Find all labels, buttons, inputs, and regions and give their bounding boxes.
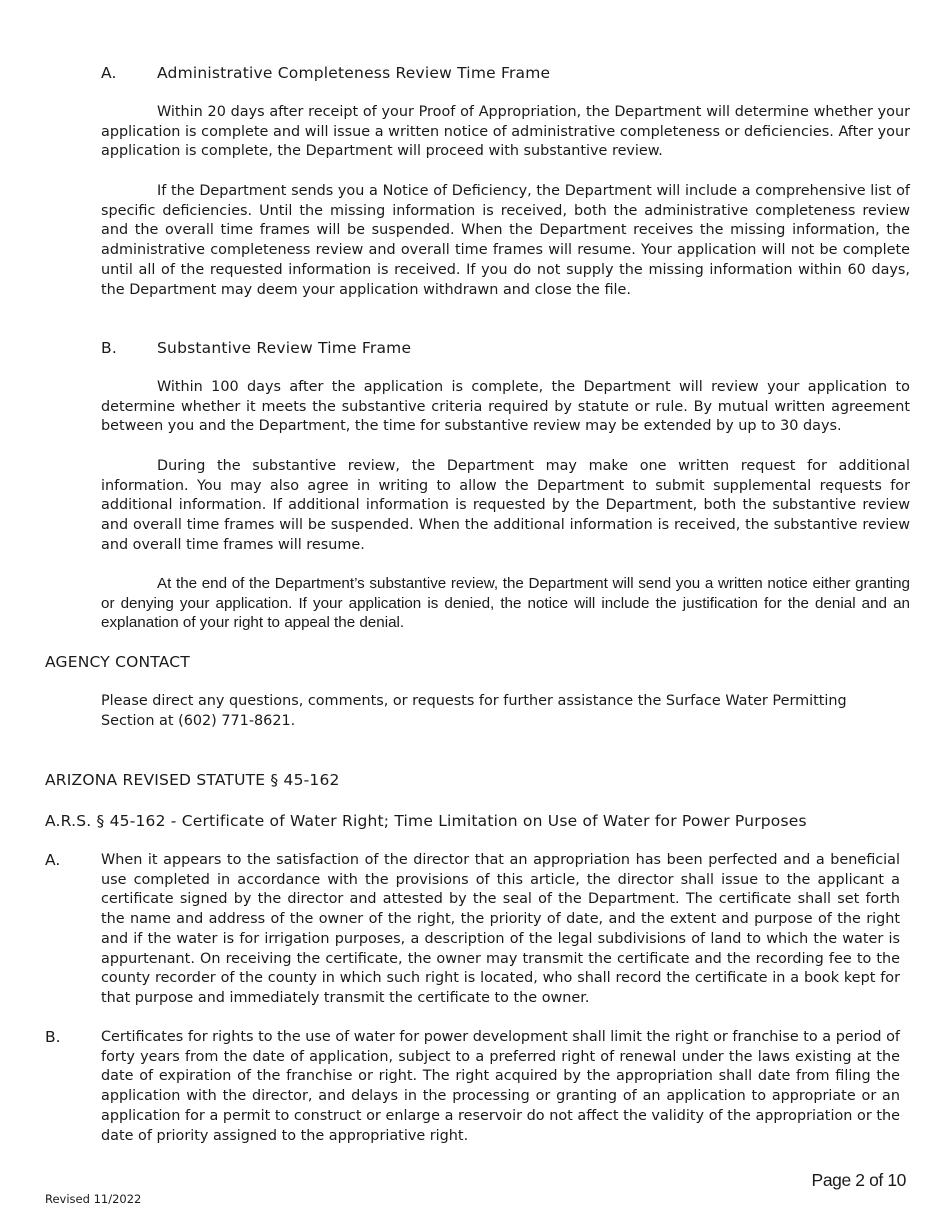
agency-contact-heading: AGENCY CONTACT <box>45 653 190 671</box>
section-a-paragraph-1: Within 20 days after receipt of your Proof of Appropriation, the Department will determine whether your application is complete and will issue a written notice of administrative completeness or deficiencies. After your application is complete, the Department will proceed with substantive review. <box>101 104 910 160</box>
section-b-paragraph-2: During the substantive review, the Department may make one written request for additional information. You may also agree in writing to allow the Department to submit supplemental requests for additional information. If additional information is requested by the Department, both the substantive review and overall time frames will be suspended. When the additional information is received, the substantive review and overall time frames will resume. <box>101 458 910 553</box>
revised-date: Revised 11/2022 <box>45 1192 142 1206</box>
agency-contact-text: Please direct any questions, comments, or requests for further assistance the Surface Water Permitting Section at (602) 771-8621. <box>101 693 847 729</box>
statute-item-a-text: When it appears to the satisfaction of the director that an appropriation has been perfected and a beneficial use completed in accordance with the provisions of this article, the director shall issue to the applicant a certificate signed by the director and attested by the seal of the Department. The certificate shall set forth the name and address of the owner of the right, the priority of date, and the extent and purpose of the right and if the water is for irrigation purposes, a description of the legal subdivisions of land to which the water is appurtenant. On receiving the certificate, the owner may transmit the certificate and the recording fee to the county recorder of the county in which such right is located, who shall record the certificate in a book kept for that purpose and immediately transmit the certificate to the owner. <box>101 852 900 1006</box>
statute-item-a-marker: A. <box>45 851 61 869</box>
section-a-paragraph-2: If the Department sends you a Notice of Deficiency, the Department will include a comprehensive list of specific deficiencies. Until the missing information is received, both the administrative completeness review and the overall time frames will be suspended. When the Department receives the missing information, the administrative completeness review and overall time frames will resume. Your application will not be complete until all of the requested information is received. If you do not supply the missing information within 60 days, the Department may deem your application withdrawn and close the file. <box>101 183 910 298</box>
section-b-paragraph-1: Within 100 days after the application is complete, the Department will review your application to determine whether it meets the substantive criteria required by statute or rule. By mutual written agreement between you and the Department, the time for substantive review may be extended by up to 30 days. <box>101 379 910 435</box>
section-a-title: Administrative Completeness Review Time Frame <box>157 64 551 82</box>
section-a-letter: A. <box>101 64 117 82</box>
statute-subheading: A.R.S. § 45-162 - Certificate of Water Right; Time Limitation on Use of Water for Power Purposes <box>45 812 807 830</box>
section-b-paragraph-3: At the end of the Department’s substantive review, the Department will send you a written notice either granting or denying your application. If your application is denied, the notice will include the justification for the denial and an explanation of your right to appeal the denial. <box>101 575 910 632</box>
statute-heading: ARIZONA REVISED STATUTE § 45-162 <box>45 771 340 789</box>
statute-item-b-marker: B. <box>45 1028 61 1046</box>
section-b-letter: B. <box>101 339 117 357</box>
section-b-title: Substantive Review Time Frame <box>157 339 412 357</box>
statute-item-b-text: Certificates for rights to the use of water for power development shall limit the right or franchise to a period of forty years from the date of application, subject to a preferred right of renewal under the laws existing at the date of expiration of the franchise or right. The right acquired by the appropriation shall date from filing the application with the director, and delays in the processing or granting of an application to appropriate or an application for a permit to construct or enlarge a reservoir do not affect the validity of the appropriation or the date of priority assigned to the appropriative right. <box>101 1029 900 1144</box>
page-number: Page 2 of 10 <box>811 1170 906 1190</box>
